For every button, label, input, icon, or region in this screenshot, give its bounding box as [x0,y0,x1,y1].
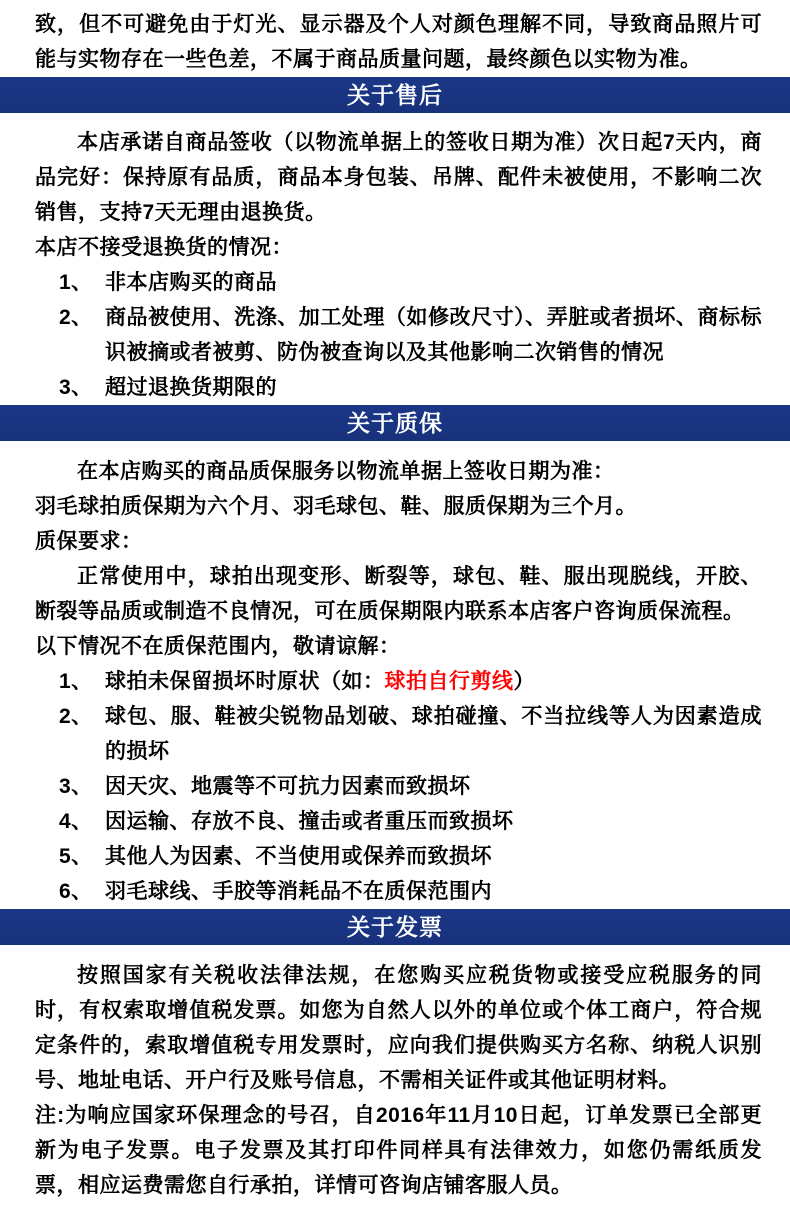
list-item [59,769,762,804]
after-sales-policy-text: 本店承诺自商品签收（以物流单据上的签收日期为准）次日起7天内，商品完好：保持原有品质，商品本身包装、吊牌、配件未被使用，不影响二次销售，支持7天无理由退换货。 [35,131,762,224]
invoice-policy-text: 按照国家有关税收法律法规，在您购买应税货物或接受应税服务的同时，有权索取增值税发票。如您为自然人以外的单位或个体工商户，符合规定条件的，索取增值税专用发票时，应向我们提供购买方名称、纳税人识别号、地址电话、开户行及账号信息，不需相关证件或其他证明材料。 [35,964,762,1092]
warranty-coverage-text: 正常使用中，球拍出现变形、断裂等，球包、鞋、服出现脱线，开胶、断裂等品质或制造不良情况，可在质保期限内联系本店客户咨询质保流程。 [35,565,762,623]
after-sales-exclusion-list [0,265,790,405]
warranty-banner [0,405,790,441]
list-item-number: 1、 [59,670,93,693]
after-sales-banner [0,77,790,113]
list-item-text: 其他人为因素、不当使用或保养而致损坏 [105,845,492,868]
after-sales-section [0,113,790,405]
list-item [59,699,762,769]
list-item-number: 2、 [59,705,93,728]
invoice-banner-title: 关于发票 [347,914,443,940]
list-item-text: 羽毛球线、手胶等消耗品不在质保范围内 [105,880,492,903]
list-item [59,804,762,839]
list-item [59,370,762,405]
list-item-number: 3、 [59,376,93,399]
list-item-number: 3、 [59,775,93,798]
list-item-text-suffix: ） [513,670,535,693]
warranty-basis-text: 在本店购买的商品质保服务以物流单据上签收日期为准： [77,460,615,483]
list-item-text: 因运输、存放不良、撞击或者重压而致损坏 [105,810,514,833]
list-item-number: 4、 [59,810,93,833]
color-difference-note-block [0,0,790,77]
list-item-text-prefix: 球拍未保留损坏时原状（如： [105,670,385,693]
warranty-exclusions-heading: 以下情况不在质保范围内，敬请谅解： [35,635,401,658]
invoice-e-invoice-note: 注:为响应国家环保理念的号召，自2016年11月10日起，订单发票已全部更新为电子发票。电子发票及其打印件同样具有法律效力，如您仍需纸质发票，相应运费需您自行承拍，详情可咨询店铺客服人员。 [35,1104,762,1197]
warranty-red-highlight: 球拍自行剪线 [384,670,514,693]
invoice-section [0,945,790,1227]
list-item-number: 2、 [59,306,93,329]
list-item [59,664,762,699]
list-item-text: 球包、服、鞋被尖锐物品划破、球拍碰撞、不当拉线等人为因素造成的损坏 [105,705,762,763]
warranty-section [0,441,790,909]
list-item-number: 1、 [59,271,93,294]
list-item [59,265,762,300]
warranty-requirements-heading: 质保要求： [35,530,143,553]
list-item-text: 超过退换货期限的 [105,376,277,399]
list-item-number: 5、 [59,845,93,868]
list-item-text: 商品被使用、洗涤、加工处理（如修改尺寸）、弄脏或者损坏、商标标识被摘或者被剪、防伪被查询以及其他影响二次销售的情况 [105,306,762,364]
after-sales-banner-title: 关于售后 [347,82,443,108]
warranty-banner-title: 关于质保 [347,410,443,436]
list-item-text: 因天灾、地震等不可抗力因素而致损坏 [105,775,471,798]
list-item [59,874,762,909]
list-item-number: 6、 [59,880,93,903]
after-sales-exclusions-heading: 本店不接受退换货的情况： [35,236,293,259]
invoice-banner [0,909,790,945]
list-item [59,300,762,370]
color-difference-note: 致，但不可避免由于灯光、显示器及个人对颜色理解不同，导致商品照片可能与实物存在一些色差，不属于商品质量问题，最终颜色以实物为准。 [35,13,762,71]
list-item [59,839,762,874]
warranty-period-text: 羽毛球拍质保期为六个月、羽毛球包、鞋、服质保期为三个月。 [35,495,637,518]
list-item-text: 非本店购买的商品 [105,271,277,294]
warranty-exclusion-list [0,664,790,909]
list-item-text [105,664,762,699]
